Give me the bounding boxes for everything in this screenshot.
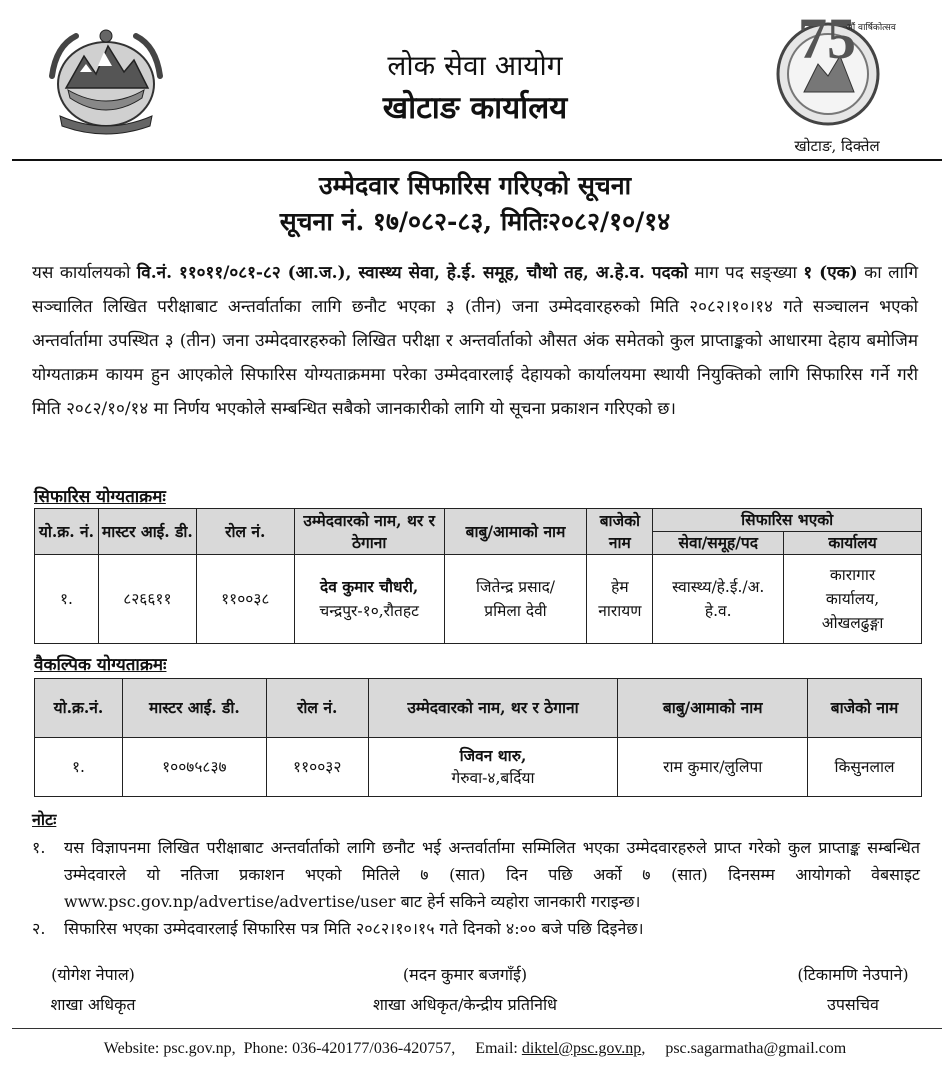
alt-header-name-address: उम्मेदवारको नाम, थर र ठेगाना bbox=[368, 679, 618, 738]
org-title: लोक सेवा आयोग bbox=[387, 49, 563, 82]
alt-cell-parents: राम कुमार/लुलिपा bbox=[618, 738, 808, 797]
rec-grandfather-line1: हेम bbox=[611, 578, 629, 596]
footer-contact bbox=[0, 1040, 950, 1058]
footer-phone: Phone: 036-420177/036-420757, bbox=[243, 1040, 456, 1057]
rec-header-service: सेवा/समूह/पद bbox=[653, 532, 784, 555]
rec-header-roll: रोल नं. bbox=[196, 509, 294, 555]
note-number: २. bbox=[32, 919, 46, 938]
rec-candidate-name: देव कुमार चौधरी, bbox=[320, 577, 419, 596]
rec-cell-grandfather bbox=[587, 555, 653, 644]
note-text: यस विज्ञापनमा लिखित परीक्षाबाट अन्तर्वार्ताको लागि छनौट भई अन्तर्वार्तामा सम्मिलित भएका उम्मेदवारहरुले प्राप्त गरेको कुल प्राप्ताङ्क सम्बन्धित उम्मेदवारले यो नतिजा प्रकाशन भएको मितिले ७ (सात) दिन पछि अर्को ७ (सात) दिनसम्म आयोगको वेबसाइट www.psc.gov.np/advertise/advertise/user बाट हेर्न सकिने व्यहोरा जानकारी गराइन्छ। bbox=[64, 838, 920, 911]
alt-cell-master-id: १००७५८३७ bbox=[122, 738, 266, 797]
list-item bbox=[32, 834, 920, 915]
footer-divider bbox=[12, 1028, 942, 1029]
footer-email-separator: , bbox=[641, 1040, 646, 1057]
alt-cell-grandfather: किसुनलाल bbox=[808, 738, 922, 797]
signatory-title: शाखा अधिकृत/केन्द्रीय प्रतिनिधि bbox=[373, 995, 557, 1014]
recommended-table bbox=[34, 508, 922, 644]
rec-office-line1: कारागार bbox=[829, 566, 876, 584]
alt-cell-name-address bbox=[368, 738, 618, 797]
para-lead-text: यस कार्यालयको bbox=[32, 263, 137, 283]
alt-header-grandfather: बाजेको नाम bbox=[808, 679, 922, 738]
alt-header-master-id: मास्टर आई. डी. bbox=[122, 679, 266, 738]
footer-email-link-1[interactable]: diktel@psc.gov.np bbox=[521, 1040, 642, 1057]
rec-header-parents: बाबु/आमाको नाम bbox=[444, 509, 587, 555]
rec-service-line1: स्वास्थ्य/हे.ई./अ. bbox=[672, 578, 765, 596]
rec-header-master-id: मास्टर आई. डी. bbox=[98, 509, 196, 555]
rec-parents-line2: प्रमिला देवी bbox=[484, 602, 547, 620]
signature-block-2 bbox=[320, 960, 610, 1020]
alt-cell-sn: १. bbox=[35, 738, 123, 797]
signatory-name: (योगेश नेपाल) bbox=[51, 965, 135, 984]
footer-website: Website: psc.gov.np, bbox=[103, 1040, 236, 1057]
list-item bbox=[32, 915, 920, 942]
alt-candidate-name: जिवन थारु, bbox=[459, 746, 527, 765]
rec-office-line3: ओखलढुङ्गा bbox=[821, 614, 884, 632]
signature-block-3 bbox=[768, 960, 938, 1020]
rec-office-line2: कार्यालय, bbox=[825, 590, 880, 608]
rec-header-office: कार्यालय bbox=[784, 532, 922, 555]
rec-cell-sn: १. bbox=[35, 555, 99, 644]
note-text: सिफारिस भएका उम्मेदवारलाई सिफारिस पत्र मिति २०८२।१०।१५ गते दिनको ४:०० बजे पछि दिइनेछ। bbox=[64, 919, 644, 938]
rec-cell-roll: ११००३८ bbox=[196, 555, 294, 644]
office-title: खोटाङ कार्यालय bbox=[382, 90, 568, 126]
rec-cell-office bbox=[784, 555, 922, 644]
logo-badge-text: औं वार्षिकोत्सव bbox=[846, 23, 896, 33]
alt-header-roll: रोल नं. bbox=[266, 679, 368, 738]
note-number: १. bbox=[32, 838, 46, 857]
signatory-name: (मदन कुमार बजगाँई) bbox=[402, 965, 528, 984]
rec-header-name-address: उम्मेदवारको नाम, थर र ठेगाना bbox=[294, 509, 444, 555]
para-mid-text: माग पद सङ्ख्या bbox=[688, 263, 804, 283]
table-row bbox=[35, 555, 922, 644]
rec-candidate-address: चन्द्रपुर-१०,रौतहट bbox=[319, 602, 419, 620]
footer-email-label: Email: bbox=[475, 1040, 518, 1057]
signatory-title: शाखा अधिकृत bbox=[50, 995, 136, 1014]
logo-75-number: 75 bbox=[798, 6, 856, 71]
para-rest-text: का लागि सञ्चालित लिखित परीक्षाबाट अन्तर्वार्ताका लागि छनौट भएका ३ (तीन) जना उम्मेदवारहरुको मिति २०८२।१०।१४ गते सञ्चालन भएको अन्तर्वार्तामा उपस्थित ३ (तीन) जना उम्मेदवारहरुको लिखित परीक्षा र अन्तर्वार्ताको औसत अंक समेतको कुल प्राप्ताङ्कको आधारमा देहाय बमोजिम योग्यताक्रम कायम हुन आएकोले सिफारिस योग्यताक्रममा परेका उम्मेदवारलाई देहायको कार्यालयमा स्थायी नियुक्तिको लागि सिफारिस गर्ने गरी मिति २०८२/१०/१४ मा निर्णय भएकोले सम्बन्धित सबैको जानकारीको लागि यो सूचना प्रकाशन गरिएको छ। bbox=[32, 263, 919, 419]
rec-cell-parents bbox=[444, 555, 587, 644]
signatory-name: (टिकामणि नेउपाने) bbox=[797, 965, 909, 984]
notice-number-date: सूचना नं. १७/०८२-८३, मितिः२०८२/१०/१४ bbox=[279, 207, 671, 236]
rec-grandfather-line2: नारायण bbox=[598, 602, 642, 620]
rec-header-recommended: सिफारिस भएको bbox=[653, 509, 922, 532]
para-count-bold: १ (एक) bbox=[803, 263, 858, 283]
alt-header-parents: बाबु/आमाको नाम bbox=[618, 679, 808, 738]
rec-header-grandfather: बाजेको नाम bbox=[587, 509, 653, 555]
alt-cell-roll: ११००३२ bbox=[266, 738, 368, 797]
header-divider bbox=[12, 159, 942, 161]
rec-cell-name-address bbox=[294, 555, 444, 644]
notes-list bbox=[32, 834, 920, 942]
notice-title: उम्मेदवार सिफारिस गरिएको सूचना bbox=[318, 171, 632, 200]
alt-header-sn: यो.क्र.नं. bbox=[35, 679, 123, 738]
rec-cell-service bbox=[653, 555, 784, 644]
signatory-title: उपसचिव bbox=[827, 995, 879, 1014]
alternate-section-title: वैकल्पिक योग्यताक्रमः bbox=[34, 655, 167, 675]
rec-parents-line1: जितेन्द्र प्रसाद/ bbox=[475, 578, 556, 596]
rec-cell-master-id: ८२६६११ bbox=[98, 555, 196, 644]
notice-body-paragraph bbox=[32, 256, 918, 426]
alternate-table bbox=[34, 678, 922, 797]
rec-header-sn: यो.क्र. नं. bbox=[35, 509, 99, 555]
logo-place-caption: खोटाङ, दिक्तेल bbox=[794, 137, 880, 155]
footer-email-2: psc.sagarmatha@gmail.com bbox=[665, 1040, 847, 1057]
para-advert-bold: वि.नं. ११०११/०८१-८२ (आ.ज.), स्वास्थ्य सेवा, हे.ई. समूह, चौथो तह, अ.हे.व. पदको bbox=[136, 263, 689, 283]
signature-block-1 bbox=[28, 960, 158, 1020]
recommended-section-title: सिफारिस योग्यताक्रमः bbox=[34, 487, 166, 507]
notes-title: नोटः bbox=[32, 810, 57, 829]
table-row bbox=[35, 738, 922, 797]
alt-candidate-address: गेरुवा-४,बर्दिया bbox=[451, 769, 535, 787]
rec-service-line2: हे.व. bbox=[704, 602, 732, 620]
